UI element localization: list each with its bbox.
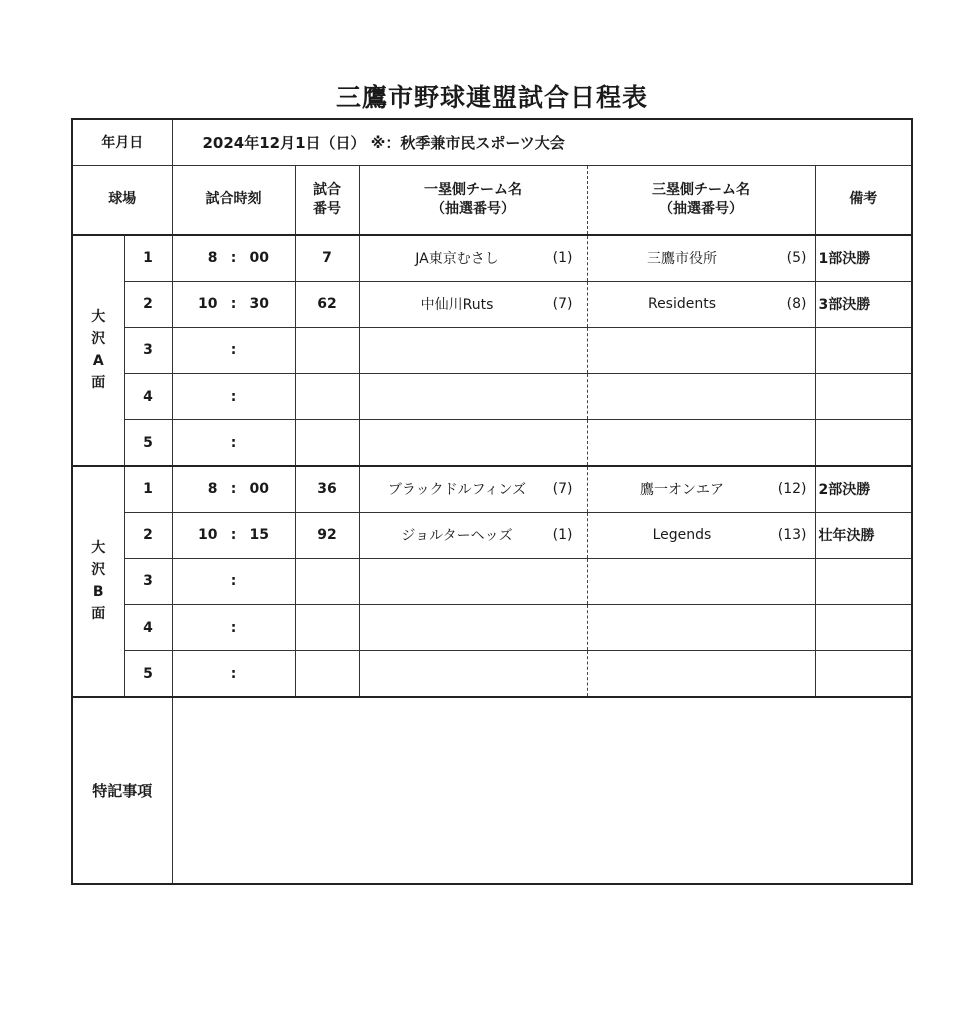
- game-number: [295, 374, 359, 420]
- third-base-team: [587, 420, 815, 466]
- game-number: 36: [295, 466, 359, 512]
- remarks-cell: 3部決勝: [815, 281, 912, 327]
- game-time: 10 : 15: [172, 512, 295, 558]
- remarks-cell: 2部決勝: [815, 466, 912, 512]
- first-base-team: ブラックドルフィンズ (7): [359, 466, 587, 512]
- first-base-team: JA東京むさし (1): [359, 235, 587, 281]
- game-time: 8 : 00: [172, 466, 295, 512]
- first-base-team: [359, 605, 587, 651]
- row-number: 4: [124, 605, 172, 651]
- table-row: [72, 558, 912, 604]
- game-number: [295, 420, 359, 466]
- game-number: 7: [295, 235, 359, 281]
- table-row: [72, 420, 912, 466]
- table-row: [72, 651, 912, 697]
- first-base-team: [359, 558, 587, 604]
- row-number: 5: [124, 420, 172, 466]
- first-base-team: ジョルターヘッズ (1): [359, 512, 587, 558]
- special-notes-row: [72, 697, 912, 884]
- header-third-base: 三塁側チーム名 （抽選番号）: [587, 165, 815, 235]
- venue-name: 大 沢 A 面: [72, 235, 124, 466]
- third-base-team: [587, 374, 815, 420]
- table-row: [72, 235, 912, 281]
- header-time: 試合時刻: [172, 165, 295, 235]
- row-number: 3: [124, 327, 172, 373]
- third-base-team: [587, 651, 815, 697]
- row-number: 5: [124, 651, 172, 697]
- table-row: [72, 512, 912, 558]
- row-number: 2: [124, 281, 172, 327]
- remarks-cell: [815, 651, 912, 697]
- remarks-cell: 壮年決勝: [815, 512, 912, 558]
- game-number: [295, 327, 359, 373]
- third-base-team: 三鷹市役所 (5): [587, 235, 815, 281]
- row-number: 1: [124, 466, 172, 512]
- first-base-team: [359, 374, 587, 420]
- remarks-cell: [815, 605, 912, 651]
- third-base-team: [587, 605, 815, 651]
- game-time: 8 : 00: [172, 235, 295, 281]
- game-number: 92: [295, 512, 359, 558]
- game-time: :: [172, 651, 295, 697]
- first-base-team: [359, 420, 587, 466]
- row-number: 2: [124, 512, 172, 558]
- table-row: [72, 327, 912, 373]
- table-row: [72, 605, 912, 651]
- game-time: :: [172, 327, 295, 373]
- third-base-team: Legends (13): [587, 512, 815, 558]
- table-row: [72, 281, 912, 327]
- game-number: [295, 651, 359, 697]
- header-game-no: 試合 番号: [295, 165, 359, 235]
- header-venue: 球場: [72, 165, 172, 235]
- row-number: 4: [124, 374, 172, 420]
- header-remarks: 備考: [815, 165, 912, 235]
- date-label: 年月日: [72, 119, 172, 165]
- game-number: [295, 605, 359, 651]
- header-first-base: 一塁側チーム名 （抽選番号）: [359, 165, 587, 235]
- remarks-cell: [815, 558, 912, 604]
- game-time: :: [172, 374, 295, 420]
- third-base-team: [587, 327, 815, 373]
- date-row: [72, 119, 912, 165]
- table-row: [72, 374, 912, 420]
- page-title: 三鷹市野球連盟試合日程表: [335, 83, 648, 112]
- first-base-team: 中仙川Ruts (7): [359, 281, 587, 327]
- third-base-team: Residents (8): [587, 281, 815, 327]
- remarks-cell: [815, 374, 912, 420]
- third-base-team: [587, 558, 815, 604]
- remarks-cell: 1部決勝: [815, 235, 912, 281]
- special-notes-value: [172, 697, 912, 884]
- header-row: [72, 165, 912, 235]
- venue-name: 大 沢 B 面: [72, 466, 124, 697]
- game-number: 62: [295, 281, 359, 327]
- row-number: 1: [124, 235, 172, 281]
- game-time: :: [172, 558, 295, 604]
- table-row: [72, 466, 912, 512]
- schedule-table: [71, 118, 913, 885]
- remarks-cell: [815, 327, 912, 373]
- game-time: :: [172, 605, 295, 651]
- first-base-team: [359, 327, 587, 373]
- game-time: 10 : 30: [172, 281, 295, 327]
- row-number: 3: [124, 558, 172, 604]
- date-value: 2024年12月1日（日） ※：秋季兼市民スポーツ大会: [172, 119, 912, 165]
- first-base-team: [359, 651, 587, 697]
- game-number: [295, 558, 359, 604]
- game-time: :: [172, 420, 295, 466]
- remarks-cell: [815, 420, 912, 466]
- special-notes-label: 特記事項: [72, 697, 172, 884]
- third-base-team: 鷹一オンエア (12): [587, 466, 815, 512]
